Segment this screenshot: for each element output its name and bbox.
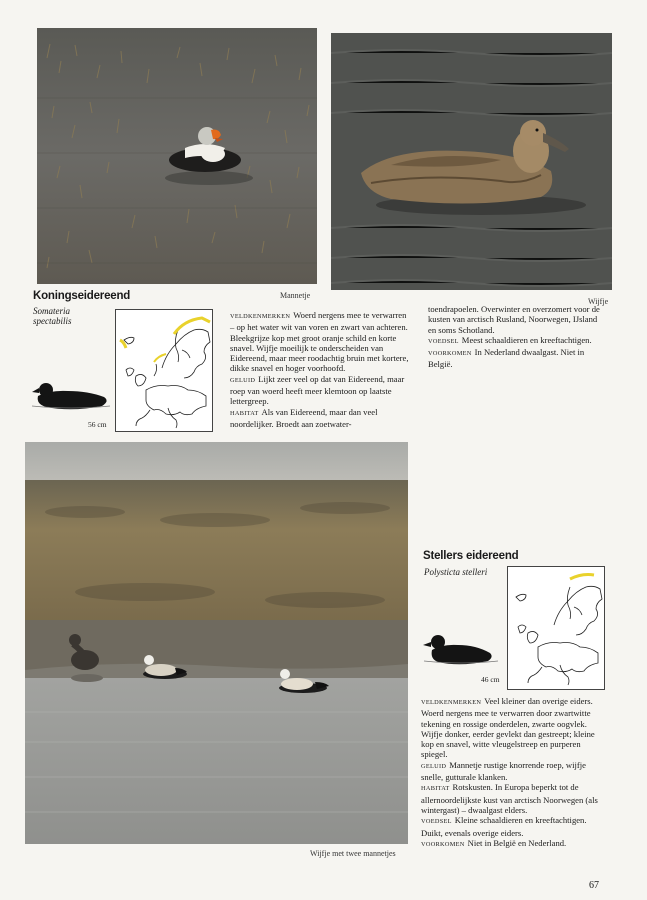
- field-text: Mannetje rustige knorrende roep, wijfje snelle, gutturale klanken.: [421, 759, 586, 783]
- field-label: HABITAT: [230, 409, 259, 417]
- species1-text-column-2: [428, 304, 604, 370]
- field-label: VELDKENMERKEN: [230, 313, 291, 320]
- photo-caption-male: Mannetje: [280, 291, 311, 300]
- field-label: VOORKOMEN: [428, 350, 472, 358]
- field-text: Niet in België en Nederland.: [467, 837, 567, 848]
- scientific-species: spectabilis: [33, 316, 72, 326]
- field-text: In Nederland dwaalgast. Niet in België.: [428, 347, 585, 370]
- silhouette-size-label-2: 46 cm: [481, 675, 500, 684]
- field-label: VOEDSEL: [428, 337, 459, 345]
- species2-scientific-name: Polysticta stelleri: [424, 567, 488, 577]
- species1-col2-para-2: [428, 347, 604, 370]
- silhouette-stellers-eider: [420, 628, 500, 668]
- field-label: GELUID: [230, 376, 256, 384]
- field-label: HABITAT: [421, 785, 450, 793]
- field-text: toendrapoelen. Overwinter en overzomert voor de kusten van arctisch Rusland, Noorwegen, IJsland en soms Schotland.: [428, 304, 600, 335]
- species1-col1-para-1: [230, 374, 410, 407]
- scientific-genus: Somateria: [33, 306, 70, 316]
- photo-caption-group: Wijfje met twee mannetjes: [310, 849, 396, 858]
- species2-para-2: [421, 782, 599, 815]
- field-text: Veel kleiner dan overige eiders. Woerd nergens mee te verwarren door zwartwitte tekening en rossige onderdelen, zwarte oogvlek. Wijfje donker, eerder gevlekt dan gestreept; kleine kop en snavel, witte vleugelstreep en purperen spiegel.: [421, 696, 595, 760]
- species1-col1-para-2: [230, 407, 410, 430]
- silhouette-size-label: 56 cm: [88, 420, 107, 429]
- photo-stellers-eider-group: [25, 442, 408, 844]
- field-text: Woerd nergens mee te verwarren – op het water wit van voren en zwart van achteren. Bleekgrijze kop met groot oranje schild en korte snavel. Wijfje moeilijk te onderscheiden van Eidereend, maar meer roodachtig bruin met kortere, dikke snavel en hoger voorhoofd.: [230, 310, 409, 374]
- species-title-king-eider: Koningseidereend: [33, 290, 131, 302]
- species1-col1-para-0: [230, 310, 410, 374]
- range-map-king-eider: [115, 309, 213, 432]
- field-label: VELDKENMERKEN: [421, 699, 482, 706]
- page-number: 67: [589, 880, 599, 891]
- field-text: Meest schaaldieren en kreeftachtigen.: [461, 334, 592, 345]
- field-text: Als van Eidereend, maar dan veel noordelijker. Broedt aan zoetwater-: [230, 406, 378, 429]
- silhouette-king-eider: [30, 376, 112, 412]
- species1-col2-para-0: [428, 304, 604, 335]
- species-scientific-name: [33, 306, 72, 326]
- species1-text-column-1: [230, 310, 410, 429]
- species1-col2-para-1: [428, 335, 604, 347]
- field-text: Lijkt zeer veel op dat van Eidereend, maar roep van woerd heeft meer klemtoon op laatste lettergreep.: [230, 373, 405, 407]
- species2-para-0: [421, 696, 599, 760]
- species2-para-4: [421, 838, 599, 850]
- photo-king-eider-female: [331, 33, 612, 290]
- field-label: VOEDSEL: [421, 818, 452, 826]
- species-title-stellers-eider: Stellers eidereend: [423, 550, 519, 562]
- species2-text-column: [421, 696, 599, 850]
- field-text: Kleine schaaldieren en kreeftachtigen. Duikt, evenals overige eiders.: [421, 815, 587, 838]
- field-text: Rotskusten. In Europa beperkt tot de allernoordelijkste kust van arctisch Noorwegen (als wintergast) – dwaalgast elders.: [421, 782, 598, 815]
- photo-caption-female: Wijfje: [588, 297, 609, 306]
- range-map-stellers-eider: [507, 566, 605, 690]
- field-label: VOORKOMEN: [421, 840, 465, 848]
- field-label: GELUID: [421, 762, 447, 770]
- photo-king-eider-male: [37, 28, 317, 284]
- species2-para-1: [421, 760, 599, 783]
- species2-para-3: [421, 815, 599, 838]
